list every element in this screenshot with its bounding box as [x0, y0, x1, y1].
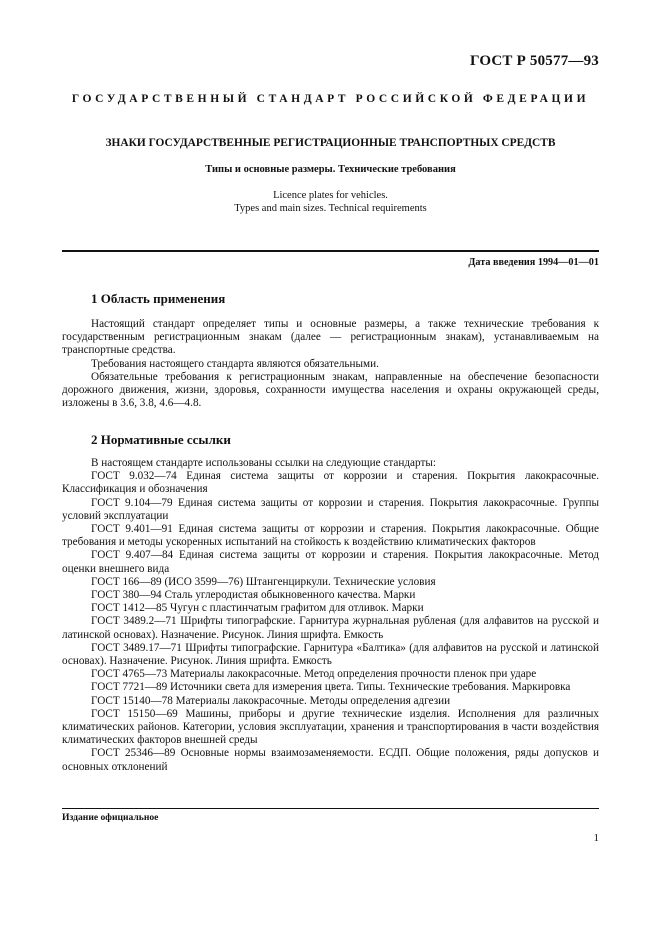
reference-item: ГОСТ 166—89 (ИСО 3599—76) Штангенциркули. Технические условия	[91, 575, 436, 588]
reference-item: ГОСТ 3489.17—71 Шрифты типографские. Гарнитура «Балтика» (для алфавитов на русской и латинской основах). Назначение. Рисунок. Линия шрифта. Емкость	[62, 641, 599, 668]
reference-item: ГОСТ 1412—85 Чугун с пластинчатым графитом для отливок. Марки	[91, 602, 424, 615]
document-code: ГОСТ Р 50577—93	[469, 53, 599, 69]
section-2-heading: 2 Нормативные ссылки	[91, 432, 231, 447]
header-divider	[62, 250, 599, 252]
paragraph: Настоящий стандарт определяет типы и основные размеры, а также технические требования к государственным регистрационным знакам (далее — регистрационным знакам), устанавливаемым на транспортные средства.	[62, 318, 599, 357]
section-2-body	[62, 457, 599, 774]
paragraph: Обязательные требования к регистрационным знакам, направленные на обеспечение безопасности дорожного движения, жизни, здоровья, сохранности имущества населения и охраны окружающей среды, изложены в 3.6, 3.8, 4.6—4.8.	[62, 370, 599, 410]
reference-item: ГОСТ 15140—78 Материалы лакокрасочные. Методы определения адгезии	[91, 694, 451, 707]
introduction-date: Дата введения 1994—01—01	[468, 257, 599, 268]
section-1-heading: 1 Область применения	[91, 291, 226, 306]
section-1-body	[62, 318, 599, 410]
reference-item: ГОСТ 380—94 Сталь углеродистая обыкновенного качества. Марки	[91, 589, 416, 602]
english-title-line-1: Licence plates for vehicles.	[273, 190, 388, 201]
reference-item: ГОСТ 4765—73 Материалы лакокрасочные. Метод определения прочности пленок при ударе	[91, 668, 537, 681]
english-title-line-2: Types and main sizes. Technical requirements	[234, 203, 427, 214]
page-number: 1	[593, 832, 599, 844]
english-title	[40, 189, 621, 215]
paragraph: В настоящем стандарте использованы ссылки на следующие стандарты:	[91, 457, 436, 469]
reference-item: ГОСТ 3489.2—71 Шрифты типографские. Гарнитура журнальная рубленая (для алфавитов на русской и латинской основах). Назначение. Рисунок. Линия шрифта. Емкость	[62, 615, 599, 641]
reference-item: ГОСТ 7721—89 Источники света для измерения цвета. Типы. Технические требования. Маркировка	[91, 681, 571, 694]
reference-item: ГОСТ 9.401—91 Единая система защиты от коррозии и старения. Покрытия лакокрасочные. Общие требования и методы ускоренных испытаний на стойкость к воздействию климатических факторов	[62, 523, 599, 549]
reference-item: ГОСТ 9.032—74 Единая система защиты от коррозии и старения. Покрытия лакокрасочные. Классификация и обозначения	[62, 470, 599, 496]
paragraph: Требования настоящего стандарта являются обязательными.	[91, 357, 379, 370]
document-title: ЗНАКИ ГОСУДАРСТВЕННЫЕ РЕГИСТРАЦИОННЫЕ ТРАНСПОРТНЫХ СРЕДСТВ	[105, 137, 556, 149]
reference-item: ГОСТ 9.407—84 Единая система защиты от коррозии и старения. Покрытия лакокрасочные. Метод оценки внешнего вида	[62, 549, 599, 575]
footer-divider	[62, 808, 599, 809]
edition-label: Издание официальное	[62, 812, 159, 823]
reference-item: ГОСТ 15150—69 Машины, приборы и другие технические изделия. Исполнения для различных климатических районов. Категории, условия эксплуатации, хранения и транспортирования в части воздействия климатических факторов внешней среды	[62, 707, 599, 747]
reference-item: ГОСТ 9.104—79 Единая система защиты от коррозии и старения. Покрытия лакокрасочные. Группы условий эксплуатации	[62, 496, 599, 522]
reference-item: ГОСТ 25346—89 Основные нормы взаимозаменяемости. ЕСДП. Общие положения, ряды допусков и основных отклонений	[62, 747, 599, 773]
state-standard-banner: ГОСУДАРСТВЕННЫЙ СТАНДАРТ РОССИЙСКОЙ ФЕДЕРАЦИИ	[71, 93, 590, 105]
document-subtitle: Типы и основные размеры. Технические требования	[205, 164, 456, 175]
